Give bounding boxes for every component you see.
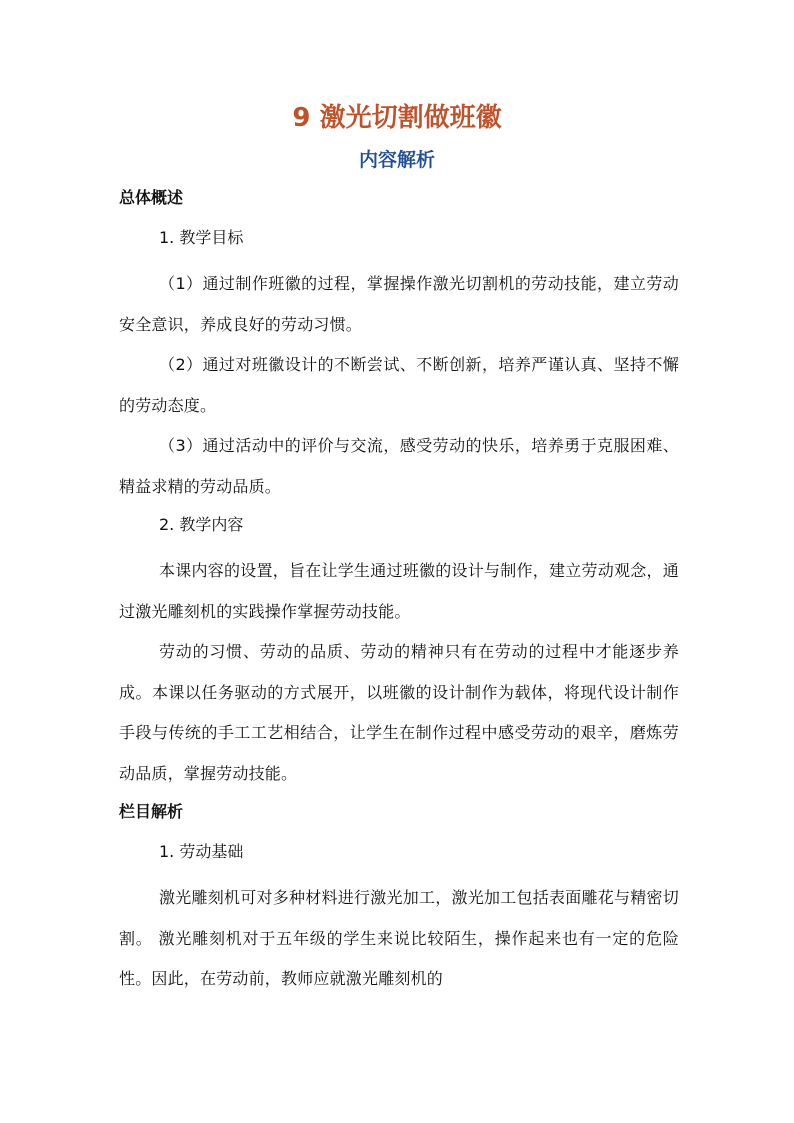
paragraph: （3）通过活动中的评价与交流，感受劳动的快乐，培养勇于克服困难、精益求精的劳动品质。 — [119, 436, 679, 496]
document-subtitle: 内容解析 — [358, 149, 435, 171]
paragraph: 本课内容的设置，旨在让学生通过班徽的设计与制作，建立劳动观念，通过激光雕刻机的实践操作掌握劳动技能。 — [119, 561, 679, 621]
section-column-analysis — [119, 798, 679, 1000]
section-heading: 栏目解析 — [119, 802, 184, 821]
sub-heading: 1. 劳动基础 — [159, 842, 244, 861]
section-overview — [119, 184, 679, 794]
document-title: 9 激光切割做班徽 — [292, 103, 502, 133]
sub-heading: 1. 教学目标 — [159, 228, 244, 247]
sub-heading: 2. 教学内容 — [159, 515, 244, 534]
document-body — [119, 184, 679, 1000]
paragraph: 激光雕刻机可对多种材料进行激光加工，激光加工包括表面雕花与精密切割。 激光雕刻机对于五年级的学生来说比较陌生，操作起来也有一定的危险性。因此，在劳动前，教师应就激光雕刻机的 — [119, 888, 679, 988]
paragraph: （2）通过对班徽设计的不断尝试、不断创新，培养严谨认真、坚持不懈的劳动态度。 — [119, 355, 679, 415]
paragraph: 劳动的习惯、劳动的品质、劳动的精神只有在劳动的过程中才能逐步养成。本课以任务驱动的方式展开，以班徽的设计制作为载体，将现代设计制作手段与传统的手工工艺相结合，让学生在制作过程中感受劳动的艰辛，磨炼劳动品质，掌握劳动技能。 — [119, 642, 679, 783]
paragraph: （1）通过制作班徽的过程，掌握操作激光切割机的劳动技能，建立劳动安全意识，养成良好的劳动习惯。 — [119, 274, 679, 334]
section-heading: 总体概述 — [119, 188, 184, 207]
